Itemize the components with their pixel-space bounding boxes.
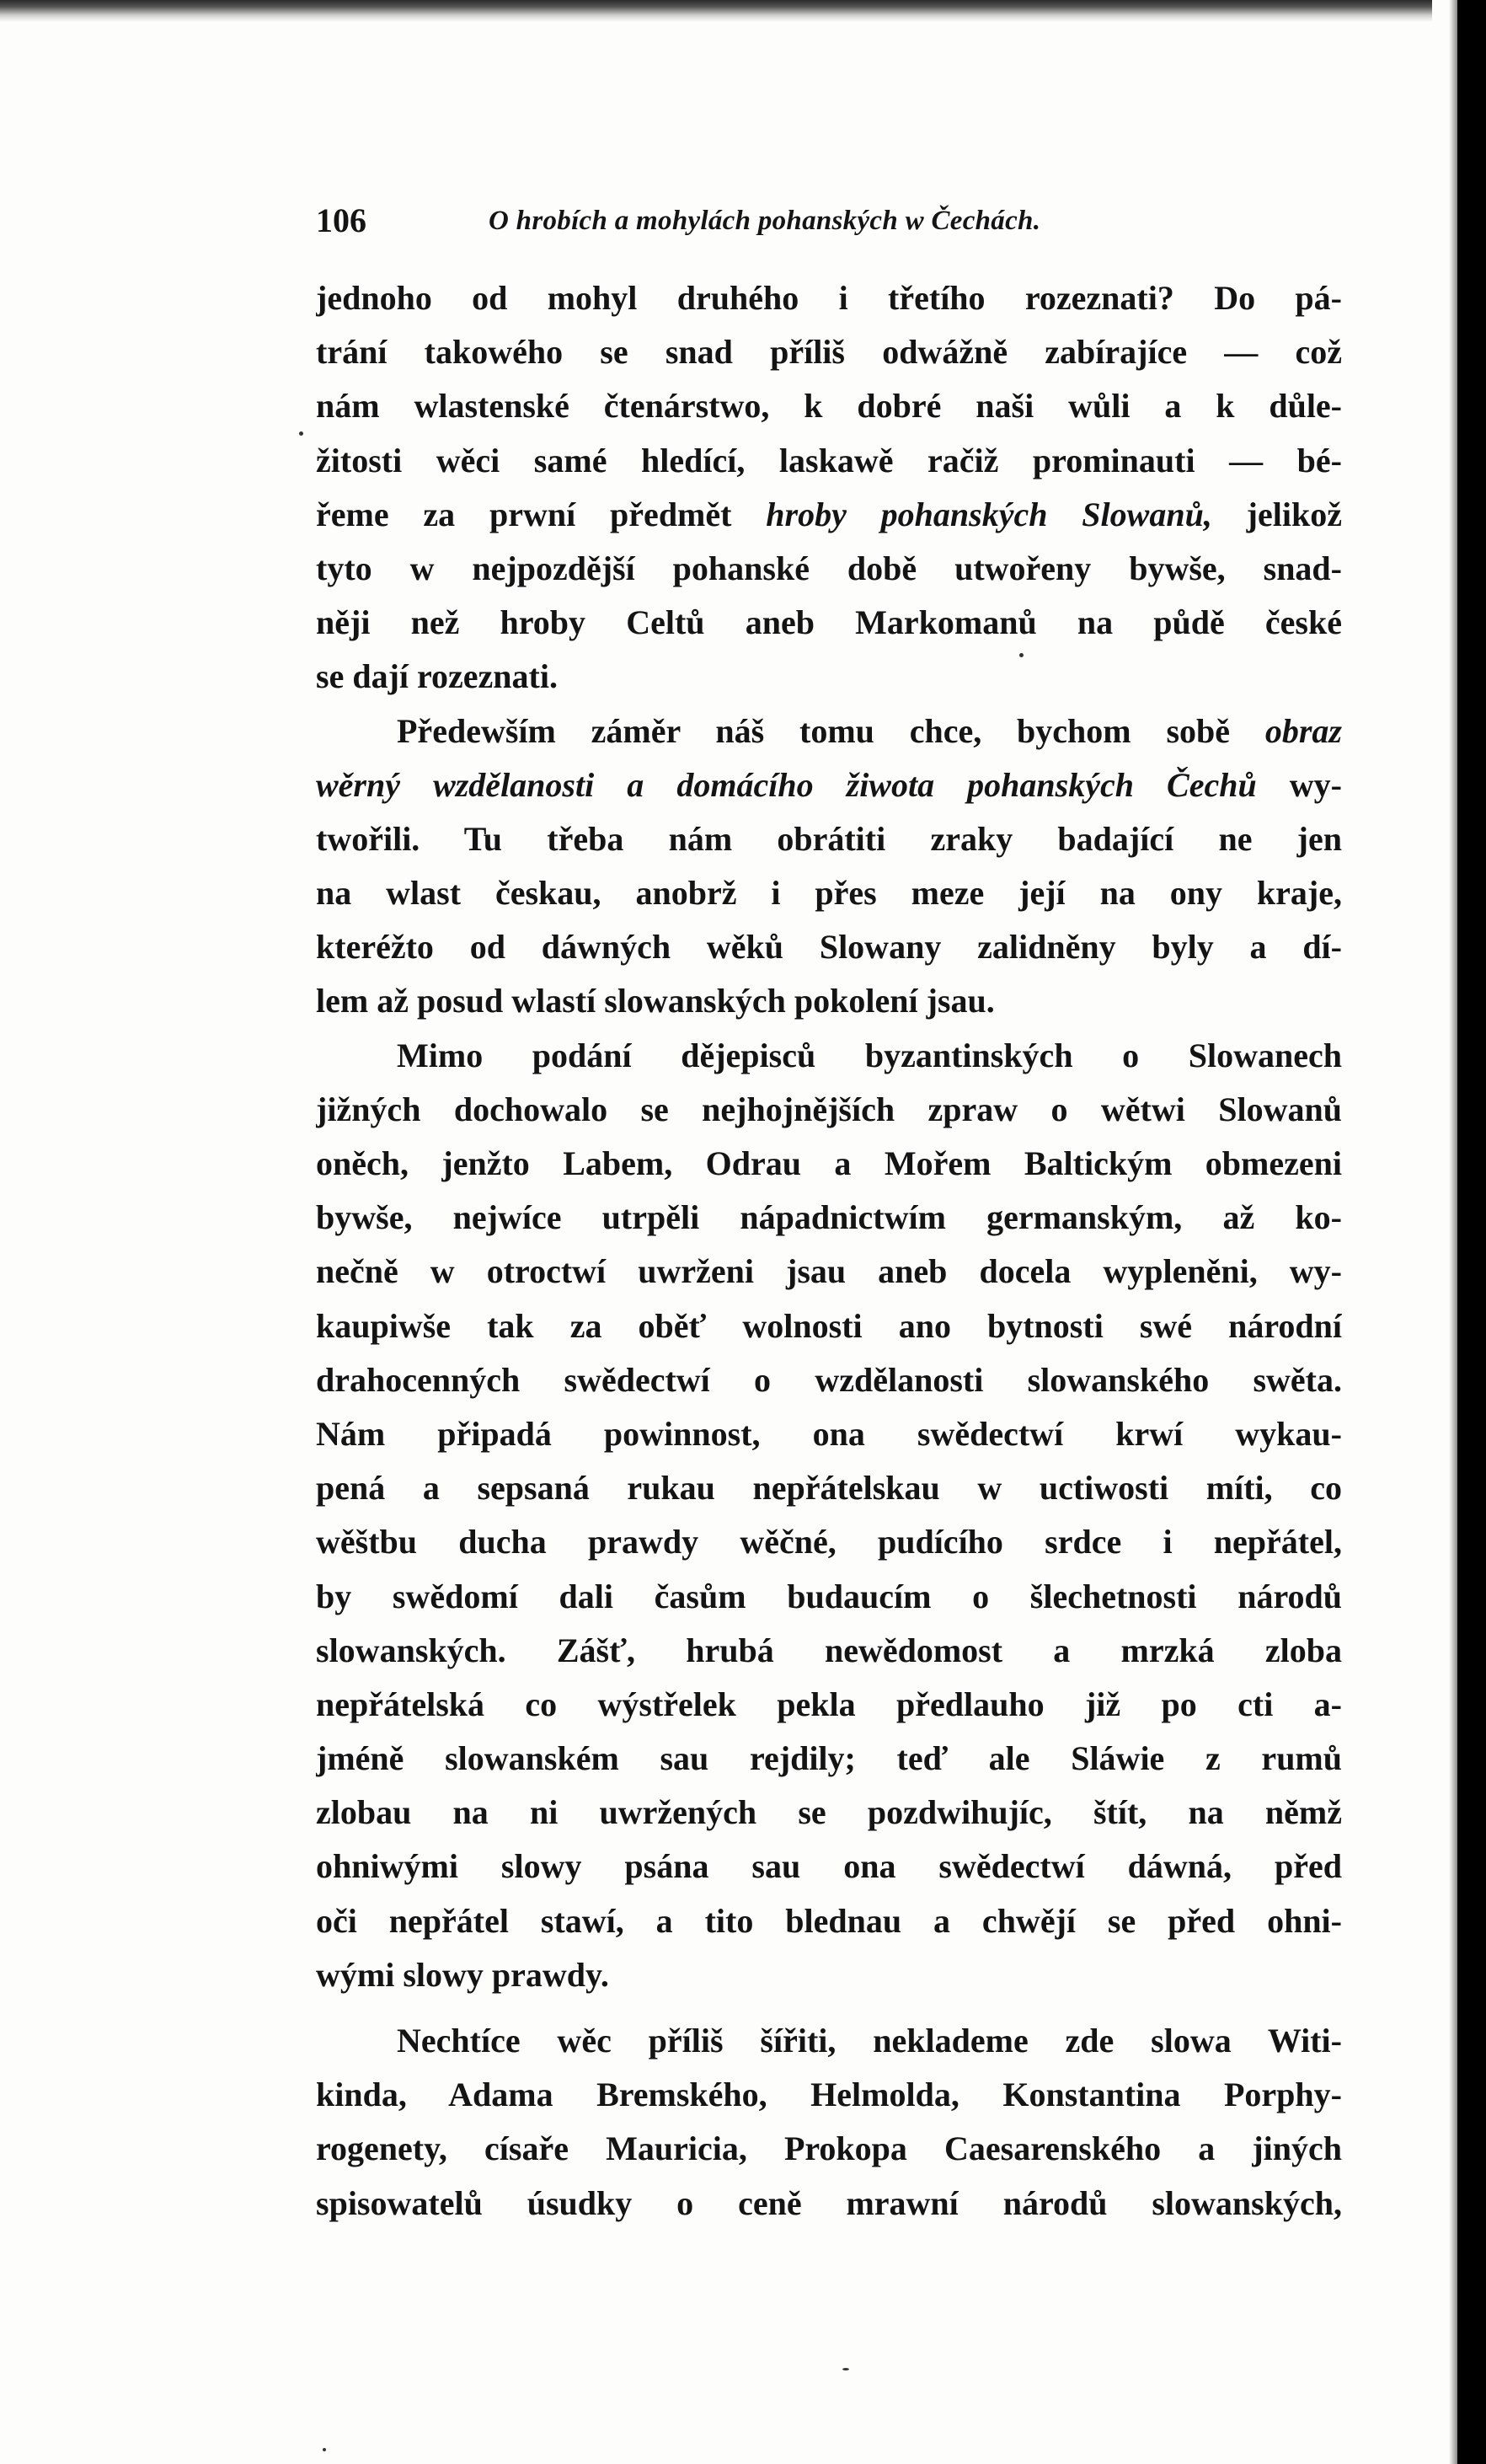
text-segment: drahocenných swědectwí o wzdělanosti slowanského swěta. xyxy=(316,1360,1342,1399)
text-line xyxy=(316,704,1342,758)
text-segment: Nám připadá powinnost, ona swědectwí krwí wykau- xyxy=(316,1414,1342,1453)
text-segment: jednoho od mohyl druhého i třetího rozeznati? Do pá- xyxy=(316,279,1342,317)
text-segment: rogenety, císaře Mauricia, Prokopa Caesarenského a jiných xyxy=(316,2129,1342,2168)
text-segment: slowanských. Zášť, hrubá newědomost a mrzká zloba xyxy=(316,1631,1342,1669)
text-line xyxy=(316,1948,1342,2002)
text-segment: nám wlastenské čtenárstwo, k dobré naši wůli a k důle- xyxy=(316,387,1342,426)
italic-phrase: hroby pohanských Slowanů, xyxy=(766,495,1212,533)
text-segment: Mimo podání dějepisců byzantinských o Slowanech xyxy=(397,1036,1342,1074)
text-line xyxy=(316,271,1342,325)
text-segment: nepřátelská co wýstřelek pekla předlauho již po cti a- xyxy=(316,1685,1342,1723)
scan-speck xyxy=(323,2448,326,2451)
text-line xyxy=(316,596,1342,650)
text-line xyxy=(316,866,1342,920)
text-line xyxy=(316,434,1342,488)
text-segment: Nechtíce wěc příliš šířiti, neklademe zde slowa Witi- xyxy=(397,2022,1342,2060)
text-segment: kaupiwše tak za oběť wolnosti ano bytnosti swé národní xyxy=(316,1306,1342,1345)
text-line xyxy=(316,542,1342,596)
text-segment: zlobau na ni uwržených se pozdwihujíc, štít, na němž xyxy=(316,1793,1342,1832)
text-line xyxy=(316,1353,1342,1407)
text-segment: oněch, jenžto Labem, Odrau a Mořem Baltickým obmezeni xyxy=(316,1144,1342,1182)
text-segment: by swědomí dali časům budaucím o šlechetnosti národů xyxy=(316,1577,1342,1615)
text-line xyxy=(316,379,1342,433)
scan-speck xyxy=(842,2368,849,2370)
text-line xyxy=(316,2068,1342,2122)
text-segment: trání takowého se snad příliš odwážně zabírajíce — což xyxy=(316,333,1342,372)
text-line xyxy=(316,1894,1342,1948)
italic-phrase: obraz xyxy=(1264,711,1342,750)
text-line xyxy=(316,812,1342,866)
text-line xyxy=(316,1407,1342,1461)
text-segment: jižných dochowalo se nejhojnějších zpraw o wětwi Slowanů xyxy=(316,1090,1342,1128)
text-segment: kteréžto od dáwných wěků Slowany zalidněny byly a dí- xyxy=(316,928,1342,967)
text-line xyxy=(316,974,1342,1028)
text-line xyxy=(316,1732,1342,1786)
text-line xyxy=(316,2122,1342,2176)
text-line xyxy=(316,758,1342,812)
text-segment: tyto w nejpozdější pohanské době utwořeny bywše, snad- xyxy=(316,549,1342,587)
scan-right-edge xyxy=(1457,0,1486,2464)
text-line xyxy=(316,920,1342,974)
text-segment: nečně w otroctwí uwrženi jsau aneb docela wypleněni, wy- xyxy=(316,1252,1342,1291)
scan-top-edge xyxy=(0,0,1432,22)
text-line xyxy=(316,2014,1342,2068)
text-line xyxy=(316,1191,1342,1245)
text-line xyxy=(316,1678,1342,1732)
text-segment: lem až posud wlastí slowanských pokolení jsau. xyxy=(316,982,995,1020)
text-line xyxy=(316,325,1342,379)
text-segment: Předewším záměr náš tomu chce, bychom sobě xyxy=(397,711,1265,750)
text-segment: na wlast českau, anobrž i přes meze její na ony kraje, xyxy=(316,874,1342,913)
text-segment: wěštbu ducha prawdy wěčné, pudícího srdce i nepřátel, xyxy=(316,1523,1342,1561)
text-segment: se dají rozeznati. xyxy=(316,657,558,696)
text-line xyxy=(316,2177,1342,2231)
text-segment: ohniwými slowy psána sau ona swědectwí dáwná, před xyxy=(316,1847,1342,1886)
page-header xyxy=(316,196,1344,246)
text-segment: pená a sepsaná rukau nepřátelskau w uctiwosti míti, co xyxy=(316,1469,1342,1508)
text-segment: něji než hroby Celtů aneb Markomanů na půdě české xyxy=(316,603,1342,642)
scan-speck xyxy=(1019,653,1024,657)
text-line xyxy=(316,1083,1342,1137)
text-line xyxy=(316,1840,1342,1894)
text-segment: bywše, nejwíce utrpěli nápadnictwím germanským, až ko- xyxy=(316,1198,1342,1237)
scan-speck xyxy=(299,431,303,436)
text-segment: žitosti wěci samé hledící, laskawě račiž prominauti — bé- xyxy=(316,441,1342,479)
text-line xyxy=(316,488,1342,542)
text-line xyxy=(316,1786,1342,1840)
text-line xyxy=(316,1461,1342,1515)
body-text xyxy=(316,271,1342,2231)
text-segment: řeme za prwní předmět xyxy=(316,495,767,533)
scan-right-shadow xyxy=(1449,0,1457,2464)
text-line xyxy=(316,1137,1342,1191)
page-number: 106 xyxy=(316,201,366,239)
text-line xyxy=(316,1570,1342,1624)
text-segment: jelikož xyxy=(1211,495,1342,533)
text-line xyxy=(316,1299,1342,1353)
text-line xyxy=(316,650,1342,704)
text-segment: wými slowy prawdy. xyxy=(316,1955,609,1994)
text-line xyxy=(316,1029,1342,1083)
italic-phrase: wěrný wzdělanosti a domácího žiwota pohanských Čechů xyxy=(316,765,1257,804)
text-segment: spisowatelů úsudky o ceně mrawní národů slowanských, xyxy=(316,2183,1342,2222)
text-segment: wy- xyxy=(1256,765,1342,804)
text-segment: kinda, Adama Bremského, Helmolda, Konstantina Porphy- xyxy=(316,2076,1342,2114)
text-segment: oči nepřátel stawí, a tito blednau a chwějí se před ohni- xyxy=(316,1901,1342,1940)
text-line xyxy=(316,1624,1342,1678)
text-segment: jméně slowanském sau rejdily; teď ale Sláwie z rumů xyxy=(316,1739,1342,1778)
text-line xyxy=(316,1245,1342,1299)
text-segment: twořili. Tu třeba nám obrátiti zraky badající ne jen xyxy=(316,819,1342,858)
running-title: O hrobích a mohylách pohanských w Čechách. xyxy=(489,206,1041,236)
text-line xyxy=(316,1515,1342,1569)
